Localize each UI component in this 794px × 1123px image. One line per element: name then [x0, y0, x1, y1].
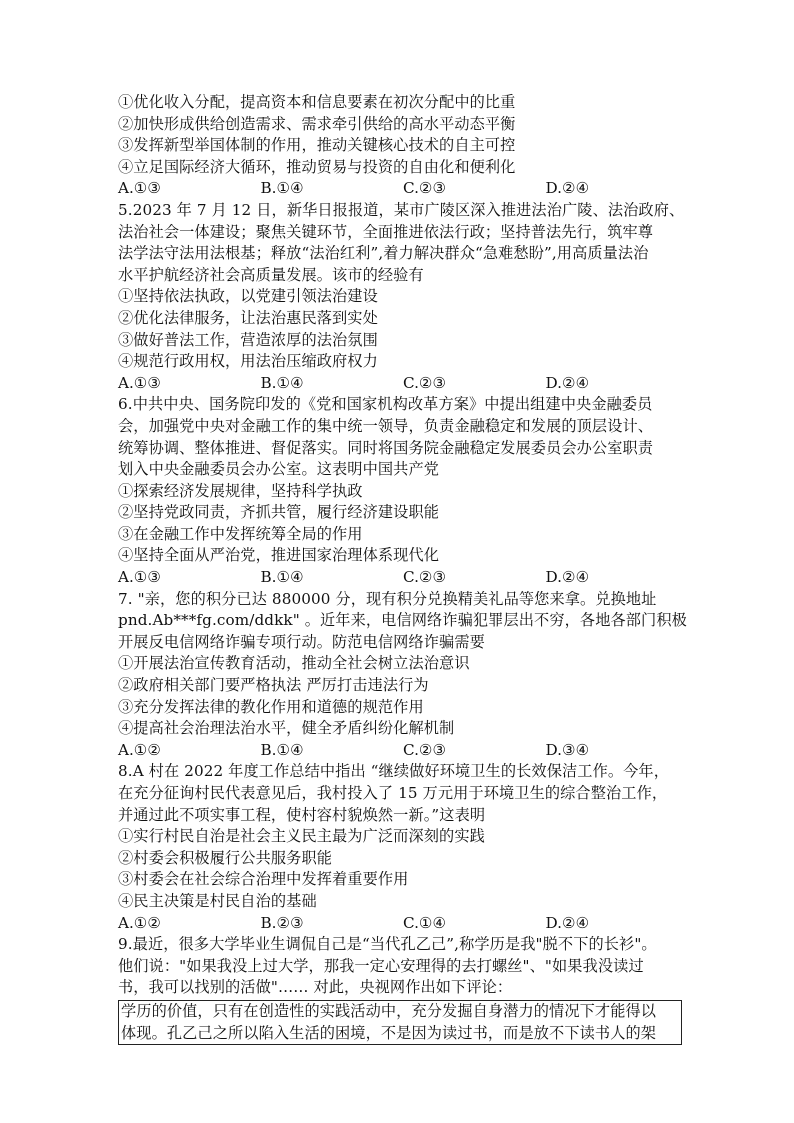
commentary-box — [118, 1000, 682, 1045]
question-6-statements — [118, 481, 688, 567]
question-8-stem — [118, 761, 688, 826]
statement: ④提高社会治理法治水平，健全矛盾纠纷化解机制 — [118, 719, 455, 738]
statement: ②坚持党政同责，齐抓共管，履行经济建设职能 — [118, 503, 440, 522]
statement: ④民主决策是村民自治的基础 — [118, 891, 317, 910]
statement: ③在金融工作中发挥统筹全局的作用 — [118, 524, 363, 543]
statement: ③村委会在社会综合治理中发挥着重要作用 — [118, 870, 409, 889]
question-7-options — [118, 740, 688, 762]
statement: ④规范行政用权，用法治压缩政府权力 — [118, 352, 378, 371]
statement: ③充分发挥法律的教化作用和道德的规范作用 — [118, 697, 424, 716]
statement: ①坚持依法执政，以党建引领法治建设 — [118, 287, 378, 306]
option-d: D.③④ — [545, 740, 590, 759]
question-7-statements — [118, 653, 688, 739]
exam-page — [118, 92, 688, 1045]
option-a: A.①③ — [118, 179, 162, 198]
stem-line: 在充分征询村民代表意见后，我村投入了 15 万元用于环境卫生的综合整治工作， — [118, 784, 668, 802]
question-9-stem — [118, 934, 688, 999]
stem-line: 9.最近，很多大学毕业生调侃自己是“当代孔乙己”,称学历是我"脱不下的长衫"。 — [118, 935, 657, 954]
option-b: B.①④ — [260, 179, 304, 198]
option-c: C.②③ — [403, 740, 447, 759]
option-a: A.①③ — [118, 373, 162, 392]
statement: ①优化收入分配，提高资本和信息要素在初次分配中的比重 — [118, 93, 516, 111]
option-b: B.①④ — [260, 373, 304, 392]
stem-line: 统筹协调、整体推进、督促落实。同时将国务院金融稳定发展委员会办公室职责 — [118, 438, 654, 457]
commentary-line: 学历的价值，只有在创造性的实践活动中，充分发掘自身潜力的情况下才能得以 — [121, 1001, 657, 1020]
statement: ①实行村民自治是社会主义民主最为广泛而深刻的实践 — [118, 827, 485, 846]
statement: ③发挥新型举国体制的作用，推动关键核心技术的自主可控 — [118, 136, 516, 155]
stem-line: 开展反电信网络诈骗专项行动。防范电信网络诈骗需要 — [118, 632, 485, 651]
question-8-options — [118, 913, 688, 935]
option-b: B.①④ — [260, 568, 304, 587]
question-6-options — [118, 567, 688, 589]
question-5-options — [118, 373, 688, 395]
question-5-statements — [118, 286, 688, 372]
statement: ②政府相关部门要严格执法 严厉打击违法行为 — [118, 676, 429, 695]
stem-line: 法治社会一体建设；聚焦关键环节，全面推进依法行政；坚持普法先行，筑牢尊 — [118, 222, 654, 241]
stem-line: 水平护航经济社会高质量发展。该市的经验有 — [118, 265, 424, 284]
statement: ③做好普法工作，营造浓厚的法治氛围 — [118, 330, 378, 349]
question-8-statements — [118, 826, 688, 912]
question-4-options — [118, 178, 688, 200]
stem-line: 划入中央金融委员会办公室。这表明中国共产党 — [118, 460, 440, 479]
stem-line: 书，我可以找别的活做"…… 对此，央视网作出如下评论： — [118, 978, 513, 997]
option-b: B.①④ — [260, 740, 304, 759]
question-7-stem — [118, 589, 688, 654]
option-d: D.②④ — [545, 913, 590, 932]
question-6-stem — [118, 394, 688, 480]
option-b: B.②③ — [260, 913, 304, 932]
statement: ①开展法治宣传教育活动，推动全社会树立法治意识 — [118, 654, 470, 673]
stem-line: pnd.Ab***fg.com/ddkk" 。近年来，电信网络诈骗犯罪层出不穷，各地各部门积极 — [118, 611, 687, 630]
statement: ①探索经济发展规律，坚持科学执政 — [118, 481, 363, 500]
question-4-statements — [118, 92, 688, 178]
stem-line: 7. "亲，您的积分已达 880000 分，现有积分兑换精美礼品等您来拿。兑换地址 — [118, 589, 657, 608]
statement: ②优化法律服务，让法治惠民落到实处 — [118, 308, 378, 327]
question-5-stem — [118, 200, 688, 286]
statement: ②村委会积极履行公共服务职能 — [118, 848, 333, 867]
stem-line: 8.A 村在 2022 年度工作总结中指出 “继续做好环境卫生的长效保洁工作。今年， — [118, 762, 670, 781]
stem-line: 法学法守法用法根基；释放“法治红利”,着力解决群众“急难愁盼”,用高质量法治 — [118, 244, 649, 263]
option-d: D.②④ — [545, 179, 590, 198]
option-d: D.②④ — [545, 568, 590, 587]
option-a: A.①② — [118, 740, 162, 759]
option-d: D.②④ — [545, 373, 590, 392]
statement: ④坚持全面从严治党，推进国家治理体系现代化 — [118, 546, 440, 565]
option-c: C.①④ — [403, 913, 447, 932]
statement: ②加快形成供给创造需求、需求牵引供给的高水平动态平衡 — [118, 114, 516, 133]
option-a: A.①③ — [118, 568, 162, 587]
stem-line: 5.2023 年 7 月 12 日，新华日报报道，某市广陵区深入推进法治广陵、法治政府、 — [118, 200, 685, 219]
statement: ④立足国际经济大循环，推动贸易与投资的自由化和便利化 — [118, 157, 516, 176]
stem-line: 并通过此不项实事工程，使村容村貌焕然一新。”这表明 — [118, 805, 486, 824]
stem-line: 6.中共中央、国务院印发的《党和国家机构改革方案》中提出组建中央金融委员 — [118, 395, 653, 414]
commentary-line: 体现。孔乙己之所以陷入生活的困境，不是因为读过书，而是放不下读书人的架 — [121, 1023, 657, 1042]
stem-line: 他们说："如果我没上过大学，那我一定心安理得的去打螺丝"、"如果我没读过 — [118, 956, 644, 975]
option-c: C.②③ — [403, 568, 447, 587]
option-c: C.②③ — [403, 373, 447, 392]
option-c: C.②③ — [403, 179, 447, 198]
stem-line: 会，加强党中央对金融工作的集中统一领导，负责金融稳定和发展的顶层设计、 — [118, 416, 654, 435]
option-a: A.①② — [118, 913, 162, 932]
